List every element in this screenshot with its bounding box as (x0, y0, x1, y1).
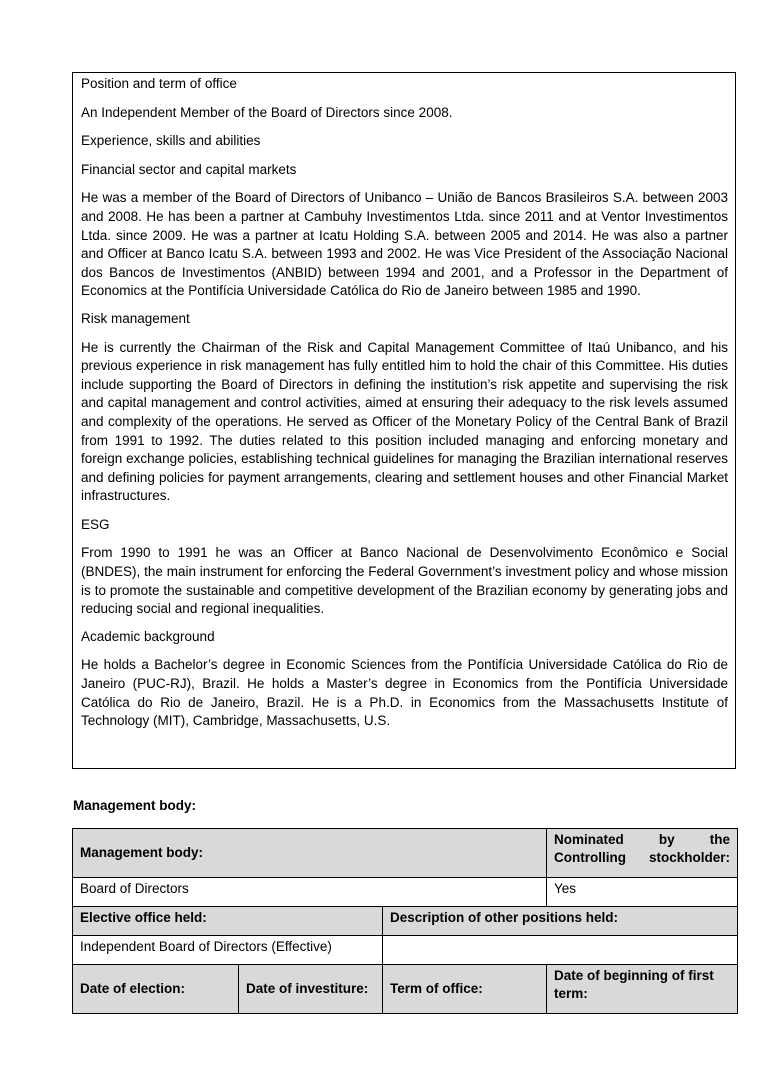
position-text: An Independent Member of the Board of Directors since 2008. (81, 104, 453, 120)
risk-heading: Risk management (81, 310, 190, 326)
biography-box (72, 72, 736, 769)
academic-heading: Academic background (81, 628, 215, 644)
other-positions-header: Description of other positions held: (383, 907, 738, 936)
management-body-value: Board of Directors (73, 878, 547, 907)
financial-heading: Financial sector and capital markets (81, 161, 297, 177)
elective-office-value: Independent Board of Directors (Effective) (73, 936, 383, 965)
academic-text: He holds a Bachelor’s degree in Economic Sciences from the Pontifícia Universidade Católica do Rio de Janeiro (PUC-RJ), Brazil. He holds a Master’s degree in Economics from the Pontifícia Universidade Católica do Rio de Janeiro, Brazil. He is a Ph.D. in Economics from the Massachusetts Institute of Technology (MIT), Cambridge, Massachusetts, U.S. (81, 657, 728, 729)
management-body-header: Management body: (73, 829, 547, 878)
date-investiture-header: Date of investiture: (239, 965, 383, 1014)
first-term-header: Date of beginning of first term: (547, 965, 738, 1014)
position-heading: Position and term of office (81, 76, 237, 91)
other-positions-value (383, 936, 738, 965)
risk-text: He is currently the Chairman of the Risk and Capital Management Committee of Itaú Unibanco, and his previous experience in risk management has fully entitled him to hold the chair of this Committee. His duties include supporting the Board of Directors in defining the institution’s risk appetite and supervising the risk and capital management and control activities, aimed at ensuring their adequacy to the risk levels assumed and complexity of the operations. He served as Officer of the Monetary Policy of the Central Bank of Brazil from 1991 to 1992. The duties related to this position included managing and enforcing monetary and foreign exchange policies, establishing technical guidelines for managing the Brazilian international reserves and defining policies for payment arrangements, clearing and settlement houses and other Financial Market infrastructures. (81, 339, 728, 504)
table-row (73, 829, 738, 878)
table-row (73, 878, 738, 907)
management-section-title: Management body: (73, 798, 197, 813)
experience-heading: Experience, skills and abilities (81, 133, 261, 149)
elective-office-header: Elective office held: (73, 907, 383, 936)
table-row (73, 907, 738, 936)
management-table (72, 828, 738, 1014)
financial-text: He was a member of the Board of Directors of Unibanco – União de Bancos Brasileiros S.A. between 2003 and 2008. He has been a partner at Cambuhy Investimentos Ltda. since 2011 and at Ventor Investimentos Ltda. since 2009. He was a partner at Icatu Holding S.A. between 2005 and 2014. He was also a partner and Officer at Banco Icatu S.A. between 1993 and 2002. He was Vice President of the Associação Nacional dos Bancos de Investimentos (ANBID) between 1994 and 2001, and a Professor in the Department of Economics at the Pontifícia Universidade Católica do Rio de Janeiro between 1985 and 1990. (81, 190, 728, 299)
term-office-header: Term of office: (383, 965, 547, 1014)
nominated-label: Nominated by the Controlling stockholder: (554, 832, 731, 865)
nominated-header (547, 829, 738, 878)
esg-heading: ESG (81, 516, 110, 532)
esg-text: From 1990 to 1991 he was an Officer at Banco Nacional de Desenvolvimento Econômico e Social (BNDES), the main instrument for enforcing the Federal Government’s investment policy and whose mission is to promote the sustainable and competitive development of the Brazilian economy by generating jobs and reducing social and regional inequalities. (81, 545, 728, 617)
date-election-header: Date of election: (73, 965, 239, 1014)
table-row (73, 965, 738, 1014)
table-row (73, 936, 738, 965)
nominated-value: Yes (547, 878, 738, 907)
